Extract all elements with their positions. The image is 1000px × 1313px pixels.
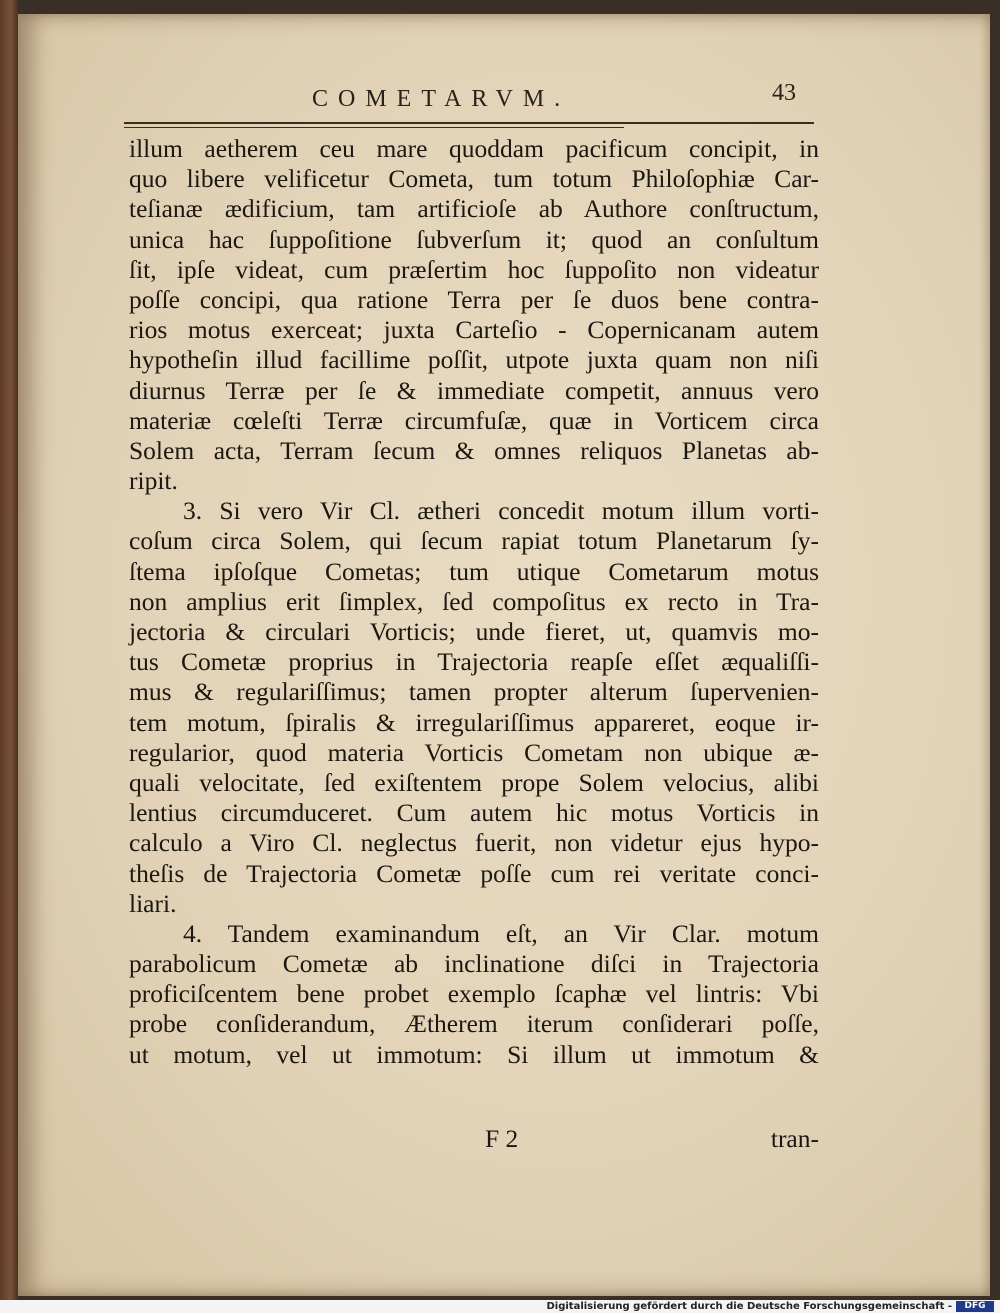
text-line: quali velocitate, ſed exiſtentem prope Solem velocius, alibi (129, 767, 819, 797)
book-binding-edge (0, 0, 18, 1300)
text-line: diurnus Terræ per ſe & immediate competit, annuus vero (129, 375, 819, 405)
header-rule-thin (124, 127, 624, 128)
digitization-credit-bar (0, 1300, 1000, 1313)
text-line: calculo a Viro Cl. neglectus fuerit, non videtur ejus hypo- (129, 828, 819, 858)
text-line: poſſe concipi, qua ratione Terra per ſe duos bene contra- (129, 284, 819, 314)
paragraph-start-line: 3. Si vero Vir Cl. ætheri concedit motum illum vorti- (183, 496, 819, 526)
text-line: proficiſcentem bene probet exemplo ſcaphæ vel lintris: Vbi (129, 979, 819, 1009)
text-line: rios motus exerceat; juxta Carteſio - Copernicanam autem (129, 315, 819, 345)
text-line: parabolicum Cometæ ab inclinatione diſci in Trajectoria (129, 949, 819, 979)
credit-text: Digitalisierung gefördert durch die Deutsche Forschungsgemeinschaft - (546, 1301, 952, 1312)
paragraph-start-line: 4. Tandem examinandum eſt, an Vir Clar. motum (183, 918, 819, 948)
text-line: liari. (129, 888, 177, 918)
text-line: teſianæ ædificium, tam artificioſe ab Authore conſtructum, (129, 194, 819, 224)
text-line: illum aetherem ceu mare quoddam pacificum concipit, in (129, 134, 819, 163)
text-line: theſis de Trajectoria Cometæ poſſe cum rei veritate conci- (129, 858, 819, 888)
text-line: unica hac ſuppoſitione ſubverſum it; quod an conſultum (129, 224, 819, 254)
text-line: ſtema ipſoſque Cometas; tum utique Cometarum motus (129, 556, 819, 586)
header-rule (124, 122, 814, 124)
text-line: mus & regulariſſimus; tamen propter alterum ſupervenien- (129, 677, 819, 707)
text-line: Solem acta, Terram ſecum & omnes reliquos Planetas ab- (129, 435, 819, 465)
text-line: non amplius erit ſimplex, ſed compoſitus ex recto in Tra- (129, 586, 819, 616)
text-line: ut motum, vel ut immotum: Si illum ut immotum & (129, 1039, 819, 1069)
text-line: ſit, ipſe videat, cum præſertim hoc ſuppoſito non videatur (129, 254, 819, 284)
page-footer (129, 1124, 819, 1154)
text-line: regularior, quod materia Vorticis Cometam non ubique æ- (129, 737, 819, 767)
text-line: probe conſiderandum, Ætherem iterum conſiderari poſſe, (129, 1009, 819, 1039)
text-line: tem motum, ſpiralis & irregulariſſimus appareret, eoque ir- (129, 707, 819, 737)
text-line: materiæ cœleſti Terræ circumfuſæ, quæ in Vorticem circa (129, 405, 819, 435)
text-line: hypotheſin illud facillime poſſit, utpote juxta quam non niſi (129, 345, 819, 375)
text-line: tus Cometæ proprius in Trajectoria reapſe eſſet æqualiſſi- (129, 647, 819, 677)
text-line: jectoria & circulari Vorticis; unde fieret, ut, quamvis mo- (129, 617, 819, 646)
body-text (129, 134, 819, 1070)
signature-mark: F 2 (485, 1124, 519, 1153)
text-line: coſum circa Solem, qui ſecum rapiat totum Planetarum ſy- (129, 526, 819, 556)
catchword: tran- (770, 1124, 819, 1153)
running-title: COMETARVM. (312, 86, 571, 112)
text-line: lentius circumduceret. Cum autem hic motus Vorticis in (129, 798, 819, 828)
dfg-logo-icon: DFG (956, 1301, 994, 1312)
page-number: 43 (772, 80, 796, 106)
text-line: ripit. (129, 466, 178, 496)
text-line: quo libere velificetur Cometa, tum totum Philoſophiæ Car- (129, 164, 819, 194)
